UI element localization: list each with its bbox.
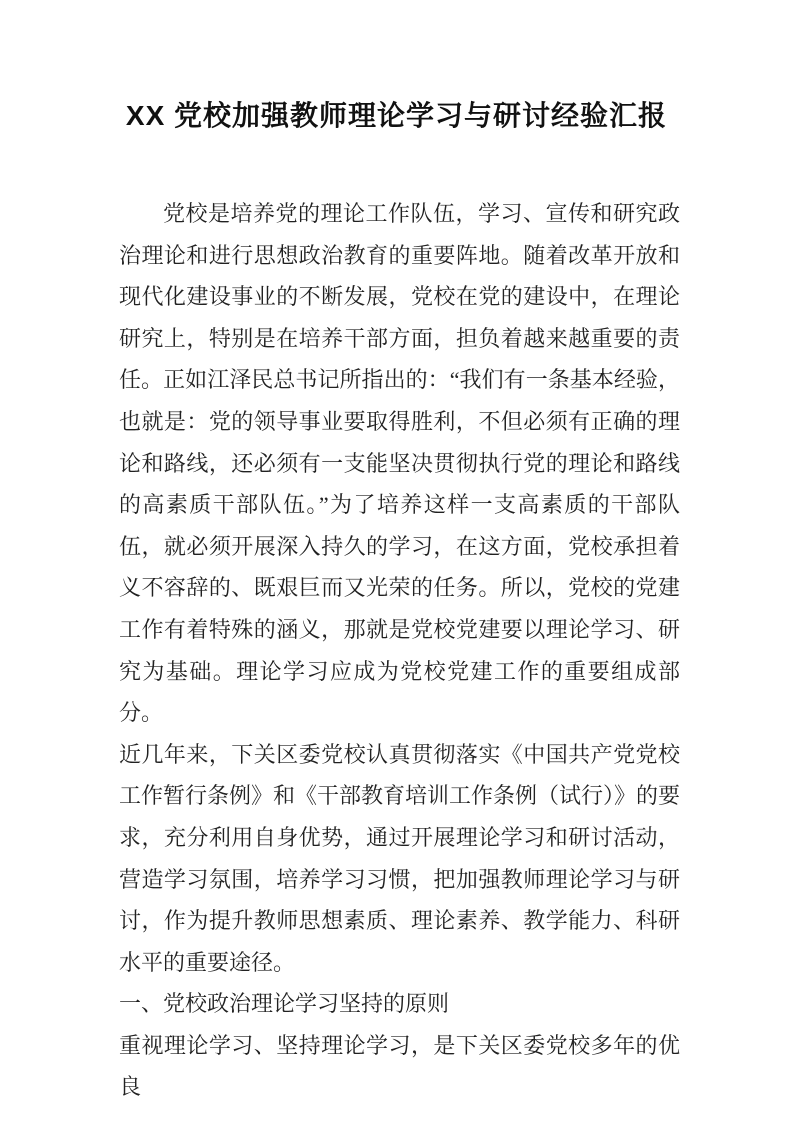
body-paragraph-intro: 党校是培养党的理论工作队伍，学习、宣传和研究政治理论和进行思想政治教育的重要阵地。随着改革开放和现代化建设事业的不断发展，党校在党的建设中，在理论研究上，特别是在培养干部方面，担负着越来越重要的责任。正如江泽民总书记所指出的：“我们有一条基本经验，也就是：党的领导事业要取得胜利，不但必须有正确的理论和路线，还必须有一支能坚决贯彻执行党的理论和路线的高素质干部队伍。”为了培养这样一支高素质的干部队伍，就必须开展深入持久的学习，在这方面，党校承担着义不容辞的、既艰巨而又光荣的任务。所以，党校的党建工作有着特殊的涵义，那就是党校党建要以理论学习、研究为基础。理论学习应成为党校党建工作的重要组成部分。 <box>119 201 680 726</box>
section-heading-principles: 一、党校政治理论学习坚持的原则 <box>119 991 450 1017</box>
body-paragraph-recent-years: 近几年来，下关区委党校认真贯彻落实《中国共产党党校工作暂行条例》和《干部教育培训工作条例（试行）》的要求，充分利用自身优势，通过开展理论学习和研讨活动，营造学习氛围，培养学习习惯，把加强教师理论学习与研讨，作为提升教师思想素质、理论素养、教学能力、科研水平的重要途径。 <box>119 741 681 975</box>
body-paragraph-emphasis: 重视理论学习、坚持理论学习，是下关区委党校多年的优良 <box>119 1032 680 1100</box>
document-title: XX 党校加强教师理论学习与研讨经验汇报 <box>125 100 668 131</box>
document-body <box>119 193 680 1108</box>
